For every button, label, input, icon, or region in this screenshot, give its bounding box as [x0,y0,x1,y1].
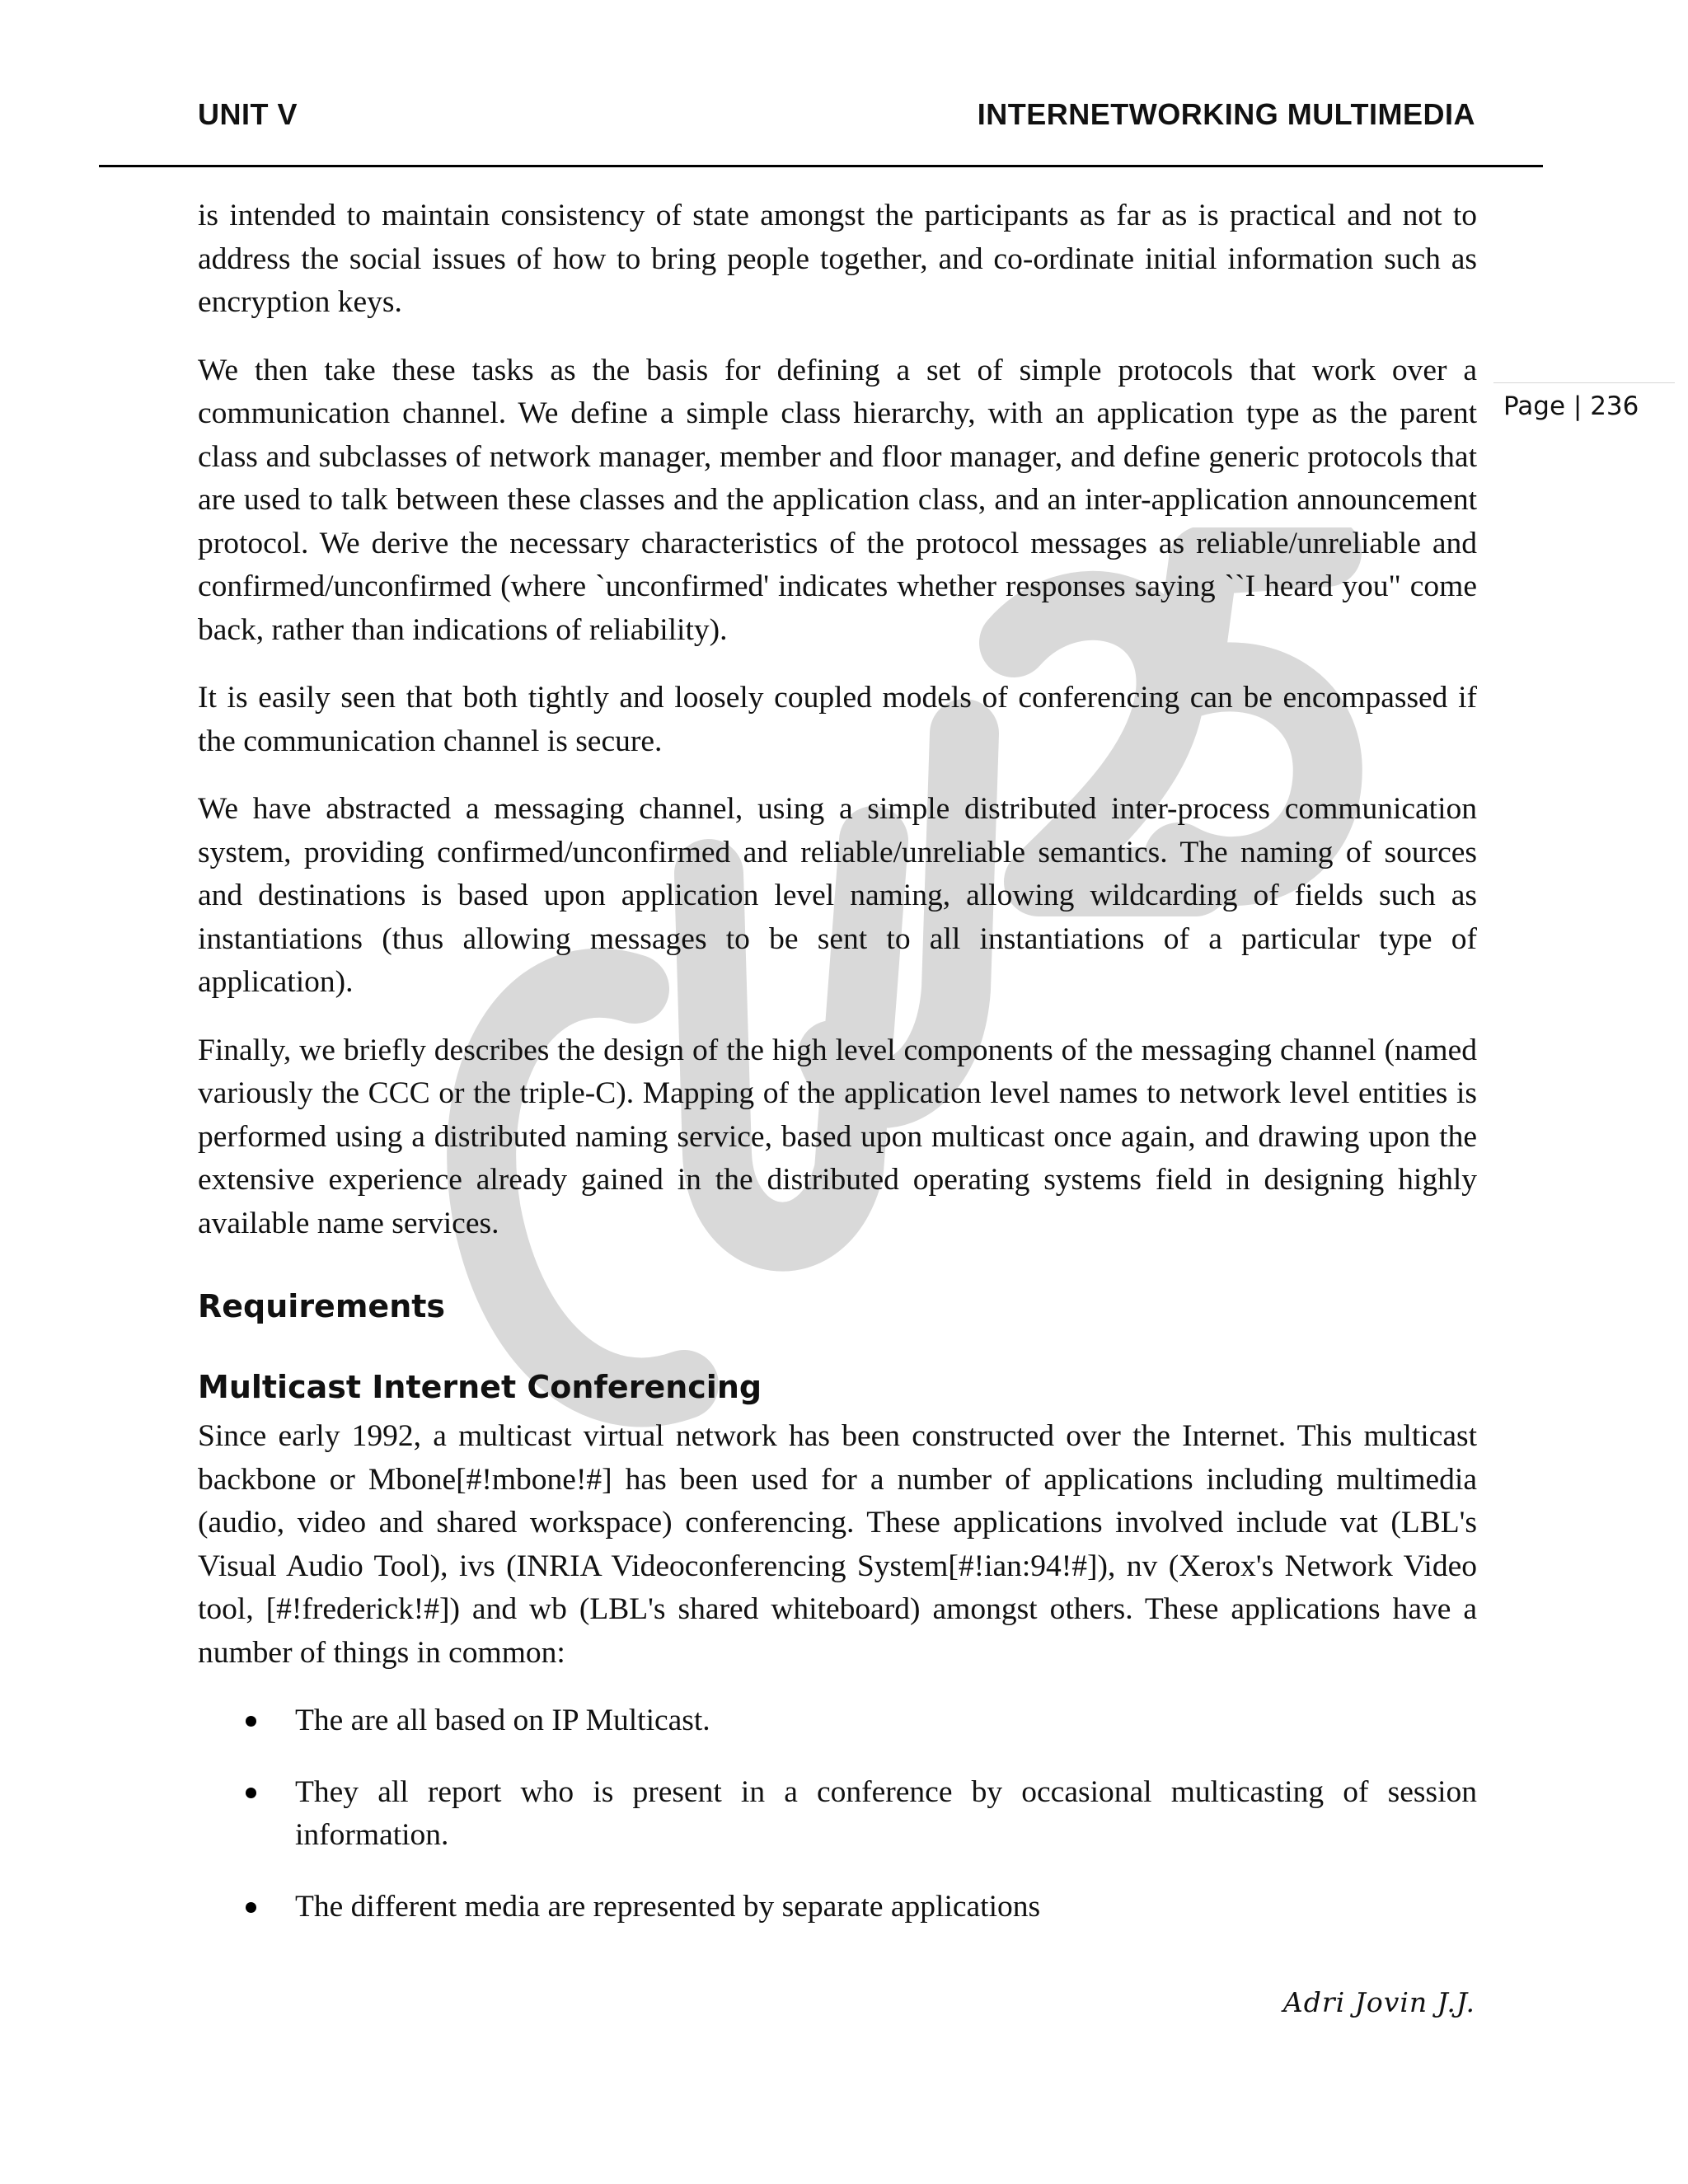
list-item [198,1699,1477,1743]
header-title: INTERNETWORKING MULTIMEDIA [977,97,1475,131]
bullet-icon [246,1788,256,1798]
body-content [198,194,1477,1957]
list-item-text: The different media are represented by separate applications [295,1889,1041,1924]
paragraph-messaging-channel: We have abstracted a messaging channel, using a simple distributed inter-process communication system, providing confirmed/unconfirmed and reliable/unreliable semantics. The naming of sources and destinations is based upon application level naming, allowing wildcarding of fields such as instantiations (thus allowing messages to be sent to all instantiations of a particular type of application). [198,792,1477,999]
page-number-rule [1493,382,1675,383]
header-unit: UNIT V [198,97,298,131]
paragraph-protocols: We then take these tasks as the basis for defining a set of simple protocols that work over a communication channel. We define a simple class hierarchy, with an application type as the parent class and subclasses of network manager, member and floor manager, and define generic protocols that are used to talk between these classes and the application class, and an inter-application announcement protocol. We derive the necessary characteristics of the protocol messages as reliable/unreliable and confirmed/unconfirmed (where `unconfirmed' indicates whether responses saying ``I heard you" come back, rather than indications of reliability). [198,353,1477,647]
paragraph-mbone: Since early 1992, a multicast virtual network has been constructed over the Internet. This multicast backbone or Mbone[#!mbone!#] has been used for a number of applications including multimedia (audio, video and shared workspace) conferencing. These applications involved include vat (LBL's Visual Audio Tool), ivs (INRIA Videoconferencing System[#!ian:94!#]), nv (Xerox's Network Video tool, [#!frederick!#]) and wb (LBL's shared whiteboard) amongst others. These applications have a number of things in common: [198,1419,1477,1670]
page-number: Page | 236 [1503,391,1639,421]
bullet-list [198,1699,1477,1929]
list-item-text: They all report who is present in a conference by occasional multicasting of session information. [295,1774,1477,1852]
paragraph-coupled-models: It is easily seen that both tightly and loosely coupled models of conferencing can be encompassed if the communication channel is secure. [198,681,1477,758]
paragraph-ccc: Finally, we briefly describes the design of the high level components of the messaging channel (named variously the CCC or the triple-C). Mapping of the application level names to network level entities is performed using a distributed naming service, based upon multicast once again, and drawing upon the extensive experience already gained in the distributed operating systems field in designing highly available name services. [198,1033,1477,1240]
list-item [198,1886,1477,1929]
list-item [198,1771,1477,1858]
bullet-icon [246,1902,256,1913]
author-signature: Adri Jovin J.J. [1282,1986,1475,2018]
paragraph-continued: is intended to maintain consistency of state amongst the participants as far as is practical and not to address the social issues of how to bring people together, and co-ordinate initial information such as encryption keys. [198,199,1477,319]
bullet-icon [246,1716,256,1727]
list-item-text: The are all based on IP Multicast. [295,1704,710,1737]
subsection-heading: Multicast Internet Conferencing [198,1369,762,1405]
header-rule [99,165,1543,167]
section-heading: Requirements [198,1288,446,1324]
